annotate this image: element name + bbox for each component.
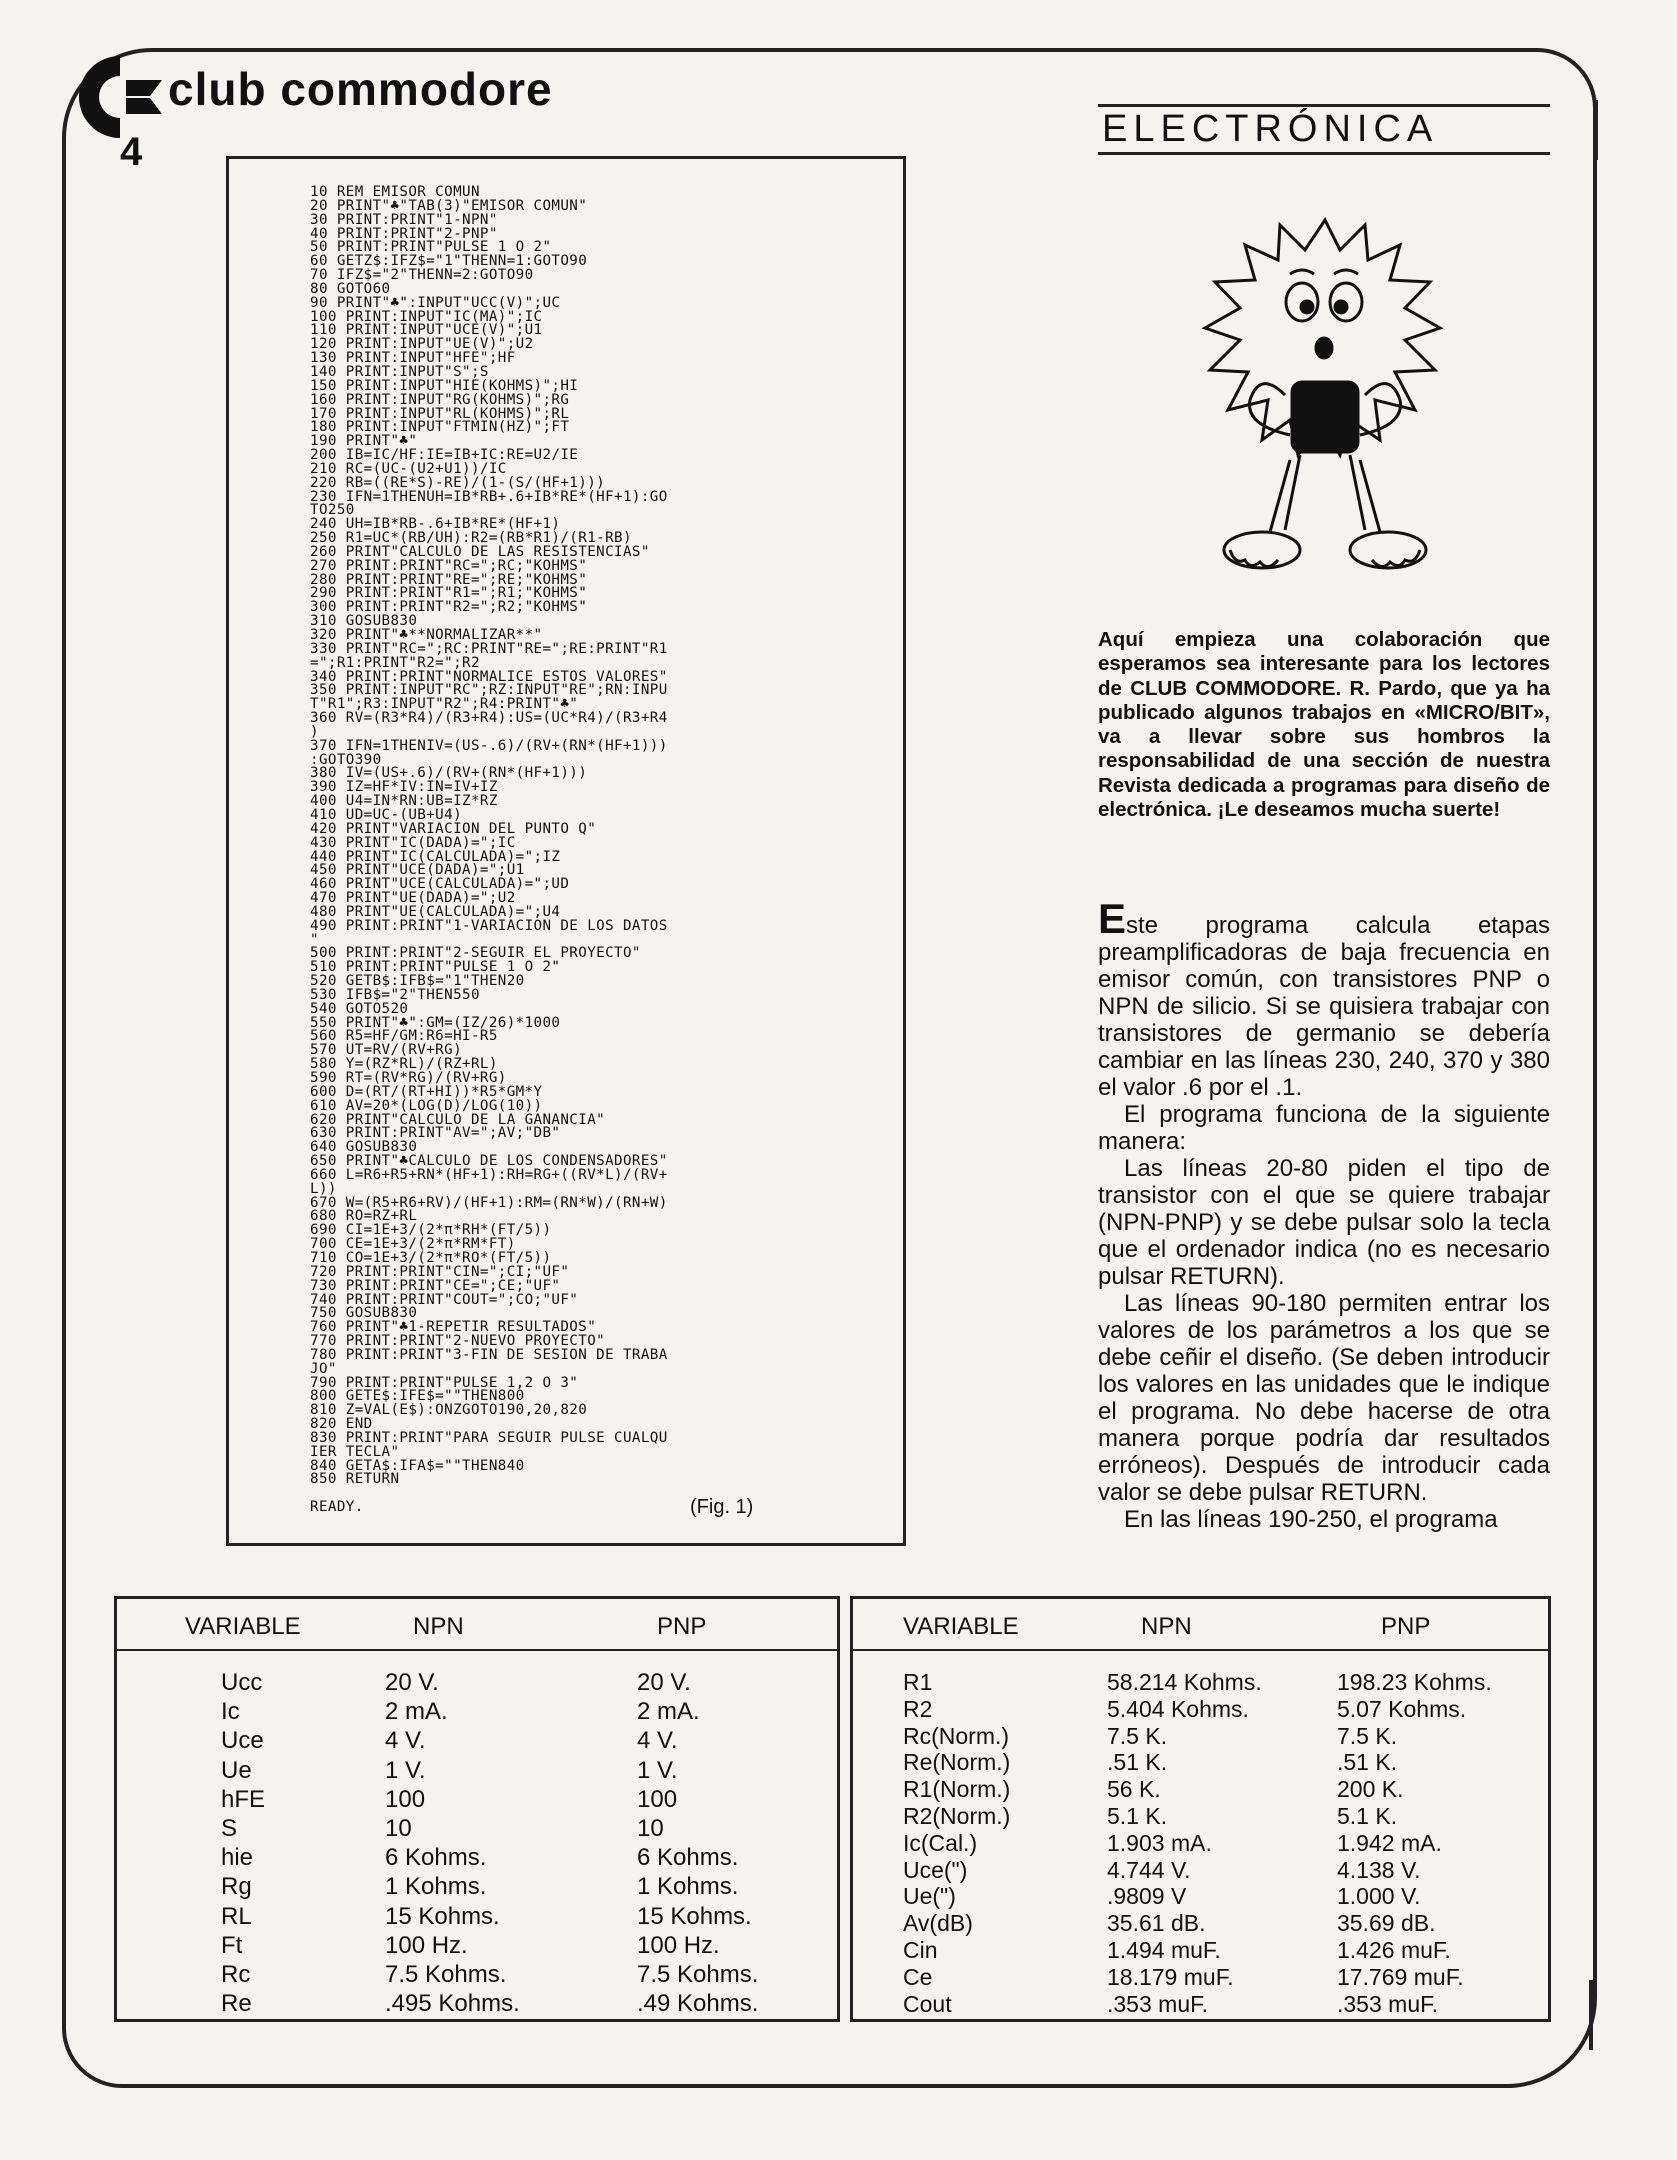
paragraph-5: En las líneas 190-250, el programa xyxy=(1124,1506,1498,1533)
listing-line: 360 RV=(R3*R4)/(R3+R4):US=(UC*R4)/(R3+R4 xyxy=(310,710,668,727)
cell-npn: 56 K. xyxy=(1107,1776,1161,1803)
table-row xyxy=(853,1883,1548,1910)
cell-pnp: 35.69 dB. xyxy=(1337,1910,1436,1937)
cell-pnp: 5.1 K. xyxy=(1337,1802,1398,1829)
cell-variable: Rc xyxy=(221,1960,251,1988)
listing-line: 470 PRINT"UE(DADA)=";U2 xyxy=(310,890,516,907)
listing-line: 200 IB=IC/HF:IE=IB+IC:RE=U2/IE xyxy=(310,447,579,464)
table-row xyxy=(117,1844,837,1873)
masthead: club commodore xyxy=(168,63,553,115)
table-row xyxy=(117,1786,837,1815)
listing-line: 350 PRINT:INPUT"RC";RZ:INPUT"RE";RN:INPU xyxy=(310,682,668,699)
col-header-npn: NPN xyxy=(1141,1613,1192,1640)
cell-variable: hFE xyxy=(221,1785,266,1813)
cell-npn: 10 xyxy=(385,1814,412,1842)
col-header-variable: VARIABLE xyxy=(903,1613,1019,1640)
cell-pnp: 5.07 Kohms. xyxy=(1337,1695,1467,1722)
cell-variable: R1 xyxy=(903,1669,933,1695)
listing-line: 580 Y=(RZ*RL)/(RZ+RL) xyxy=(310,1056,498,1073)
paragraph-1: ste programa calcula etapas preamplificadoras de baja frecuencia en emisor común, con transistores PNP o NPN de silicio. Si se quisiera trabajar con transistores de germanio se debería cambiar en las líneas 230, 240, 370 y 380 el valor .6 por el .1. xyxy=(1098,912,1550,1101)
listing-line: 130 PRINT:INPUT"HFE";HF xyxy=(310,350,516,367)
listing-line: L)) xyxy=(310,1180,337,1197)
listing-line: 670 W=(R5+R6+RV)/(HF+1):RM=(RN*W)/(RN+W) xyxy=(310,1194,668,1211)
listing-line: 240 UH=IB*RB-.6+IB*RE*(HF+1) xyxy=(310,516,561,533)
commodore-logo-icon xyxy=(70,52,170,142)
listing-line: 790 PRINT:PRINT"PULSE 1,2 O 3" xyxy=(310,1374,579,1391)
listing-line: 280 PRINT:PRINT"RE=";RE;"KOHMS" xyxy=(310,571,588,588)
listing-line: 150 PRINT:INPUT"HIE(KOHMS)";HI xyxy=(310,377,579,394)
cell-pnp: 1.000 V. xyxy=(1337,1883,1421,1910)
cell-pnp: .51 K. xyxy=(1337,1749,1398,1776)
cell-npn: 4.744 V. xyxy=(1107,1856,1191,1883)
listing-line: 530 IFB$="2"THEN550 xyxy=(310,986,480,1003)
cell-npn: .51 K. xyxy=(1107,1749,1168,1776)
listing-line: 630 PRINT:PRINT"AV=";AV;"DB" xyxy=(310,1125,561,1142)
cell-variable: Av(dB) xyxy=(903,1910,973,1937)
listing-line: 140 PRINT:INPUT"S";S xyxy=(310,363,489,380)
listing-line: ) xyxy=(310,723,319,740)
cell-pnp: 4 V. xyxy=(637,1727,678,1755)
cell-variable: Cout xyxy=(903,1990,952,2017)
listing-line: 570 UT=RV/(RV+RG) xyxy=(310,1042,463,1059)
listing-line: 460 PRINT"UCE(CALCULADA)=";UD xyxy=(310,876,570,893)
table-row xyxy=(853,1696,1548,1723)
listing-line: 320 PRINT"♣**NORMALIZAR**" xyxy=(310,627,543,643)
table-input-values xyxy=(114,1596,840,2022)
table-rows xyxy=(853,1669,1548,2017)
listing-line: 680 RO=RZ+RL xyxy=(310,1208,418,1225)
listing-line: 740 PRINT:PRINT"COUT=";CO;"UF" xyxy=(310,1291,579,1308)
col-header-variable: VARIABLE xyxy=(185,1613,301,1640)
listing-line: 810 Z=VAL(E$):ONZGOTO190,20,820 xyxy=(310,1402,588,1419)
cell-pnp: 1.942 mA. xyxy=(1337,1829,1442,1856)
listing-line: 620 PRINT"CALCULO DE LA GANANCIA" xyxy=(310,1111,606,1128)
cell-pnp: 17.769 muF. xyxy=(1337,1963,1464,1990)
cell-npn: 15 Kohms. xyxy=(385,1902,500,1930)
table-row xyxy=(853,1776,1548,1803)
table-row xyxy=(853,1723,1548,1750)
cell-pnp: 6 Kohms. xyxy=(637,1844,739,1872)
cell-variable: Ucc xyxy=(221,1669,263,1696)
page-number: 4 xyxy=(120,130,143,174)
listing-line: 760 PRINT"♣1-REPETIR RESULTADOS" xyxy=(310,1319,597,1336)
table-row xyxy=(853,1937,1548,1964)
cell-variable: Ft xyxy=(221,1931,243,1959)
listing-line: 660 L=R6+R5+RN*(HF+1):RH=RG+((RV*L)/(RV+ xyxy=(310,1166,668,1183)
listing-line: 370 IFN=1THENIV=(US-.6)/(RV+(RN*(HF+1))) xyxy=(310,737,668,754)
cell-variable: Ue xyxy=(221,1756,252,1784)
listing-line: IER TECLA" xyxy=(310,1443,400,1460)
listing-line: 160 PRINT:INPUT"RG(KOHMS)";RG xyxy=(310,391,570,408)
cell-npn: .495 Kohms. xyxy=(385,1990,520,2018)
table-row xyxy=(117,1698,837,1727)
cell-pnp: 7.5 Kohms. xyxy=(637,1960,759,1988)
cell-pnp: 2 mA. xyxy=(637,1698,700,1726)
cell-variable: R2 xyxy=(903,1695,933,1722)
cell-pnp: 1 V. xyxy=(637,1756,678,1784)
results-tables xyxy=(114,1596,1551,2022)
listing-line: 440 PRINT"IC(CALCULADA)=";IZ xyxy=(310,848,561,865)
cell-pnp: 1.426 muF. xyxy=(1337,1936,1451,1963)
cell-pnp: 15 Kohms. xyxy=(637,1902,752,1930)
listing-line: 290 PRINT:PRINT"R1=";R1;"KOHMS" xyxy=(310,585,588,602)
table-row xyxy=(853,1964,1548,1991)
listing-line: 310 GOSUB830 xyxy=(310,613,418,630)
listing-line: 490 PRINT:PRINT"1-VARIACION DE LOS DATOS xyxy=(310,917,668,934)
cell-variable: Uce xyxy=(221,1727,264,1755)
listing-line: 820 END xyxy=(310,1416,373,1433)
listing-line: 420 PRINT"VARIACION DEL PUNTO Q" xyxy=(310,820,597,837)
listing-line: 430 PRINT"IC(DADA)=";IC xyxy=(310,834,516,851)
basic-listing xyxy=(310,186,870,1515)
listing-line: 520 GETB$:IFB$="1"THEN20 xyxy=(310,973,525,990)
listing-line: 560 R5=HF/GM:R6=HI-R5 xyxy=(310,1028,498,1045)
cell-npn: 7.5 Kohms. xyxy=(385,1960,507,1988)
section-title: ELECTRÓNICA xyxy=(1102,108,1439,150)
listing-line: 640 GOSUB830 xyxy=(310,1139,418,1156)
cell-npn: 100 xyxy=(385,1785,426,1813)
cell-npn: 18.179 muF. xyxy=(1107,1963,1234,1990)
listing-line: =";R1:PRINT"R2=";R2 xyxy=(310,654,480,671)
intro-text: Aquí empieza una colaboración que esperamos sea interesante para los lectores de CLUB COMMODORE. R. Pardo, que ya ha publicado algunos trabajos en «MICRO/BIT», va a llevar sobre sus hombros la responsabilidad de una sección de nuestra Revista dedicada a programas para diseño de electrónica. ¡Le deseamos mucha suerte! xyxy=(1098,628,1550,822)
listing-line: 50 PRINT:PRINT"PULSE 1 O 2" xyxy=(310,239,552,256)
table-row xyxy=(853,1803,1548,1830)
listing-line: 180 PRINT:INPUT"FTMIN(HZ)";FT xyxy=(310,419,570,436)
cell-pnp: 4.138 V. xyxy=(1337,1856,1421,1883)
listing-line: 210 RC=(UC-(U2+U1))/IC xyxy=(310,460,507,477)
table-row xyxy=(117,1932,837,1961)
listing-line: 690 CI=1E+3/(2*π*RH*(FT/5)) xyxy=(310,1222,552,1239)
mascot-illustration-icon xyxy=(1190,210,1460,600)
cell-variable: Re xyxy=(221,1990,252,2018)
listing-line: T"R1";R3:INPUT"R2";R4:PRINT"♣" xyxy=(310,696,579,713)
listing-line: 510 PRINT:PRINT"PULSE 1 O 2" xyxy=(310,959,561,976)
listing-line: 230 IFN=1THENUH=IB*RB+.6+IB*RE*(HF+1):GO xyxy=(310,488,668,505)
cell-npn: 58.214 Kohms. xyxy=(1107,1669,1262,1695)
figure-caption: (Fig. 1) xyxy=(690,1496,754,1518)
cell-pnp: 7.5 K. xyxy=(1337,1722,1398,1749)
listing-line: 10 REM EMISOR COMUN xyxy=(310,184,480,200)
cell-npn: .9809 V xyxy=(1107,1883,1187,1910)
listing-line: 480 PRINT"UE(CALCULADA)=";U4 xyxy=(310,903,561,920)
table-header xyxy=(853,1599,1548,1651)
cell-variable: S xyxy=(221,1814,238,1842)
listing-line: 270 PRINT:PRINT"RC=";RC;"KOHMS" xyxy=(310,557,588,574)
listing-line: 120 PRINT:INPUT"UE(V)";U2 xyxy=(310,336,534,353)
cell-npn: 6 Kohms. xyxy=(385,1844,487,1872)
cell-variable: Cin xyxy=(903,1936,938,1963)
table-rows xyxy=(117,1669,837,2019)
table-row xyxy=(117,1990,837,2019)
frame-tick-top xyxy=(1594,100,1598,160)
listing-line: 400 U4=IN*RN:UB=IZ*RZ xyxy=(310,793,498,810)
col-header-npn: NPN xyxy=(413,1613,464,1640)
listing-line: 190 PRINT"♣" xyxy=(310,433,418,450)
table-row xyxy=(853,1669,1548,1696)
cell-npn: 1.903 mA. xyxy=(1107,1829,1212,1856)
cell-npn: 5.404 Kohms. xyxy=(1107,1695,1249,1722)
table-row xyxy=(853,1830,1548,1857)
section-rule-top xyxy=(1098,104,1550,107)
cell-npn: 4 V. xyxy=(385,1727,426,1755)
frame-tick-bottom xyxy=(1589,1980,1593,2050)
listing-line: 220 RB=((RE*S)-RE)/(1-(S/(HF+1))) xyxy=(310,474,606,491)
listing-line: 40 PRINT:PRINT"2-PNP" xyxy=(310,225,498,242)
cell-variable: Ue(") xyxy=(903,1883,956,1910)
table-header xyxy=(117,1599,837,1651)
cell-npn: 1.494 muF. xyxy=(1107,1936,1221,1963)
cell-pnp: .49 Kohms. xyxy=(637,1990,759,2018)
table-row xyxy=(117,1815,837,1844)
listing-line: 410 UD=UC-(UB+U4) xyxy=(310,806,463,823)
cell-pnp: 100 xyxy=(637,1785,678,1813)
listing-line: 850 RETURN xyxy=(310,1471,400,1488)
cell-npn: 2 mA. xyxy=(385,1698,448,1726)
cell-npn: 20 V. xyxy=(385,1669,439,1696)
listing-line: TO250 xyxy=(310,502,355,519)
listing-line: 60 GETZ$:IFZ$="1"THENN=1:GOTO90 xyxy=(310,253,588,270)
listing-line: 300 PRINT:PRINT"R2=";R2;"KOHMS" xyxy=(310,599,588,616)
table-row xyxy=(117,1757,837,1786)
cell-npn: 35.61 dB. xyxy=(1107,1910,1206,1937)
table-row xyxy=(117,1961,837,1990)
table-row xyxy=(853,1991,1548,2018)
dropcap: E xyxy=(1098,895,1127,942)
cell-variable: RL xyxy=(221,1902,252,1930)
cell-npn: .353 muF. xyxy=(1107,1990,1208,2017)
table-row xyxy=(117,1873,837,1902)
cell-variable: Rc(Norm.) xyxy=(903,1722,1010,1749)
cell-variable: Ic(Cal.) xyxy=(903,1829,978,1856)
listing-line: 340 PRINT:PRINT"NORMALICE ESTOS VALORES" xyxy=(310,668,668,685)
cell-npn: 1 V. xyxy=(385,1756,426,1784)
cell-pnp: 198.23 Kohms. xyxy=(1337,1669,1492,1695)
listing-line: 380 IV=(US+.6)/(RV+(RN*(HF+1))) xyxy=(310,765,588,782)
cell-pnp: 10 xyxy=(637,1814,664,1842)
listing-line: 540 GOTO520 xyxy=(310,1000,409,1017)
listing-line: 500 PRINT:PRINT"2-SEGUIR EL PROYECTO" xyxy=(310,945,641,962)
listing-line: 720 PRINT:PRINT"CIN=";CI;"UF" xyxy=(310,1263,570,1280)
cell-npn: 100 Hz. xyxy=(385,1931,468,1959)
listing-line: 730 PRINT:PRINT"CE=";CE;"UF" xyxy=(310,1277,561,1294)
listing-line: 20 PRINT"♣"TAB(3)"EMISOR COMUN" xyxy=(310,197,588,214)
listing-line: 80 GOTO60 xyxy=(310,280,391,297)
section-rule-bottom xyxy=(1098,152,1550,155)
listing-line: 90 PRINT"♣":INPUT"UCC(V)";UC xyxy=(310,294,561,311)
listing-line: 110 PRINT:INPUT"UCE(V)";U1 xyxy=(310,322,543,339)
listing-line: 650 PRINT"♣CALCULO DE LOS CONDENSADORES" xyxy=(310,1153,668,1170)
listing-line: 450 PRINT"UCE(DADA)=";U1 xyxy=(310,862,525,879)
paragraph-2: El programa funciona de la siguiente manera: xyxy=(1098,1101,1550,1155)
table-row xyxy=(117,1727,837,1756)
cell-variable: Re(Norm.) xyxy=(903,1749,1011,1776)
table-row xyxy=(117,1903,837,1932)
cell-pnp: 1 Kohms. xyxy=(637,1873,739,1901)
table-computed-values xyxy=(850,1596,1551,2022)
listing-line: 710 CO=1E+3/(2*π*RO*(FT/5)) xyxy=(310,1249,552,1266)
cell-npn: 7.5 K. xyxy=(1107,1722,1168,1749)
cell-npn: 1 Kohms. xyxy=(385,1873,487,1901)
article-body xyxy=(1098,895,1550,1533)
listing-line: 750 GOSUB830 xyxy=(310,1305,418,1322)
listing-line: 70 IFZ$="2"THENN=2:GOTO90 xyxy=(310,267,534,284)
cell-pnp: 100 Hz. xyxy=(637,1931,720,1959)
listing-line: 330 PRINT"RC=";RC:PRINT"RE=";RE:PRINT"R1 xyxy=(310,640,668,657)
listing-line: 830 PRINT:PRINT"PARA SEGUIR PULSE CUALQU xyxy=(310,1429,668,1446)
listing-line: :GOTO390 xyxy=(310,751,382,768)
col-header-pnp: PNP xyxy=(657,1613,707,1640)
listing-line: READY. xyxy=(310,1499,364,1516)
listing-line: 30 PRINT:PRINT"1-NPN" xyxy=(310,211,498,228)
cell-variable: R1(Norm.) xyxy=(903,1776,1011,1803)
cell-variable: Rg xyxy=(221,1873,252,1901)
listing-line: 800 GETE$:IFE$=""THEN800 xyxy=(310,1388,525,1405)
listing-line: 590 RT=(RV*RG)/(RV+RG) xyxy=(310,1070,507,1086)
listing-line: " xyxy=(310,931,319,948)
cell-pnp: 20 V. xyxy=(637,1669,691,1696)
listing-line: 700 CE=1E+3/(2*π*RM*FT) xyxy=(310,1236,516,1253)
table-row xyxy=(853,1910,1548,1937)
cell-variable: Ce xyxy=(903,1963,933,1990)
listing-line: 550 PRINT"♣":GM=(IZ/26)*1000 xyxy=(310,1014,561,1031)
listing-line: 390 IZ=HF*IV:IN=IV+IZ xyxy=(310,779,498,796)
listing-line: 840 GETA$:IFA$=""THEN840 xyxy=(310,1457,525,1474)
table-row xyxy=(853,1749,1548,1776)
listing-line: 770 PRINT:PRINT"2-NUEVO PROYECTO" xyxy=(310,1333,606,1350)
cell-pnp: .353 muF. xyxy=(1337,1990,1438,2017)
table-row xyxy=(117,1669,837,1698)
listing-line: 260 PRINT"CALCULO DE LAS RESISTENCIAS" xyxy=(310,543,650,560)
cell-variable: Uce(") xyxy=(903,1856,968,1883)
listing-line: 610 AV=20*(LOG(D)/LOG(10)) xyxy=(310,1097,543,1114)
col-header-pnp: PNP xyxy=(1381,1613,1431,1640)
cell-npn: 5.1 K. xyxy=(1107,1802,1168,1829)
cell-variable: hie xyxy=(221,1844,254,1872)
table-row xyxy=(853,1857,1548,1884)
listing-line: 250 R1=UC*(RB/UH):R2=(RB*R1)/(R1-RB) xyxy=(310,530,632,547)
cell-pnp: 200 K. xyxy=(1337,1776,1404,1803)
cell-variable: R2(Norm.) xyxy=(903,1802,1011,1829)
listing-line: 780 PRINT:PRINT"3-FIN DE SESION DE TRABA xyxy=(310,1346,668,1363)
listing-line: 600 D=(RT/(RT+HI))*R5*GM*Y xyxy=(310,1083,543,1100)
paragraph-4: Las líneas 90-180 permiten entrar los valores de los parámetros a los que se debe ceñir el diseño. (Se deben introducir los valores en las unidades que le indique el programa. No debe hacerse de otra manera porque podría dar resultados erróneos). Después de introducir cada valor se debe pulsar RETURN. xyxy=(1098,1290,1550,1506)
listing-line: JO" xyxy=(310,1360,337,1377)
paragraph-3: Las líneas 20-80 piden el tipo de transistor con el que se quiere trabajar (NPN-PNP) y se debe pulsar solo la tecla que el ordenador indica (no es necesario pulsar RETURN). xyxy=(1098,1155,1550,1290)
cell-variable: Ic xyxy=(221,1698,240,1726)
listing-line: 170 PRINT:INPUT"RL(KOHMS)";RL xyxy=(310,405,570,422)
listing-line: 100 PRINT:INPUT"IC(MA)";IC xyxy=(310,308,543,325)
